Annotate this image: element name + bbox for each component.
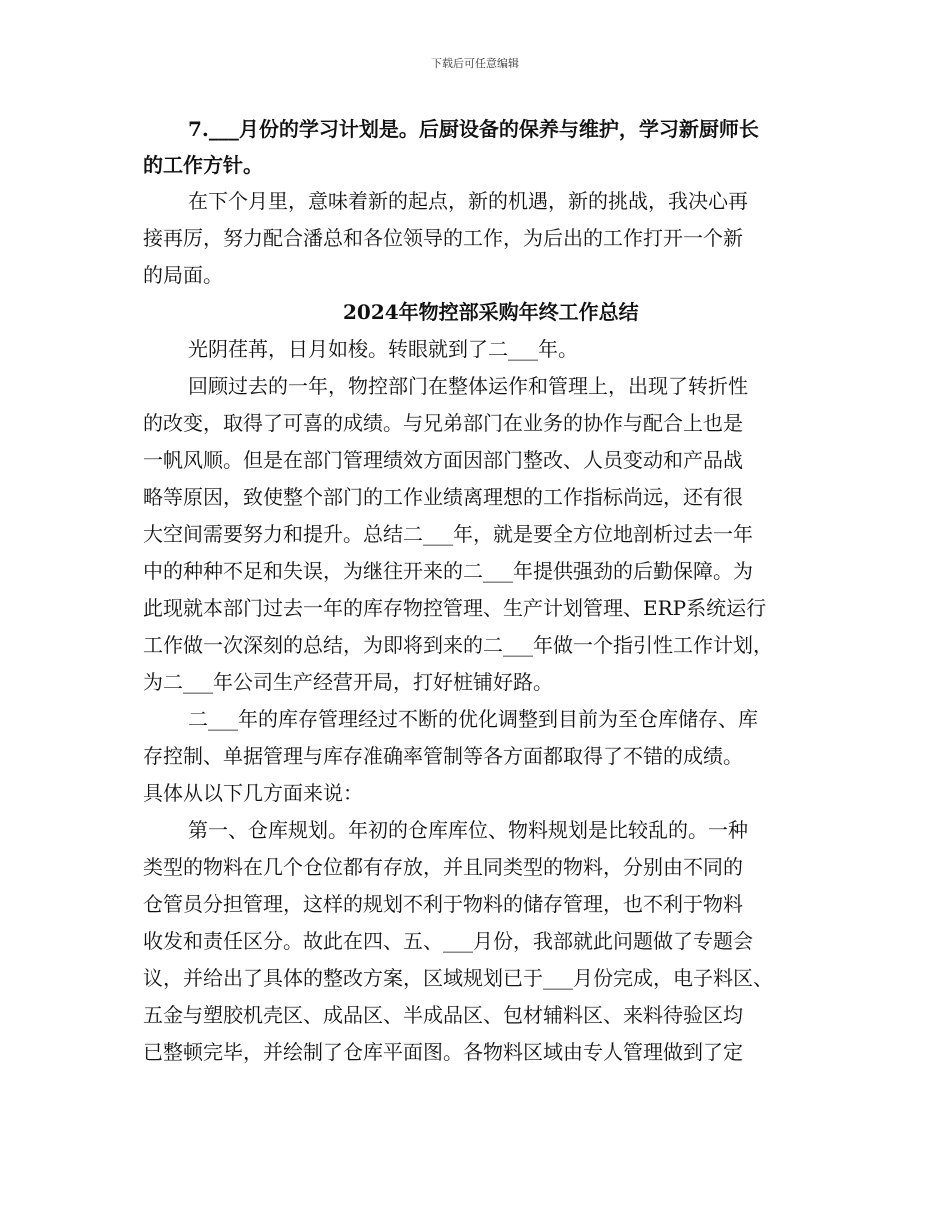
text-line: 一帆风顺。但是在部门管理绩效方面因部门整改、人员变动和产品战 bbox=[143, 448, 743, 472]
text-line: 二___年的库存管理经过不断的优化调整到目前为至仓库储存、库 bbox=[188, 707, 758, 731]
header-note: 下载后可任意编辑 bbox=[431, 57, 519, 70]
document-title: 2024年物控部采购年终工作总结 bbox=[343, 300, 639, 324]
text-line: 在下个月里，意味着新的起点，新的机遇，新的挑战，我决心再 bbox=[188, 189, 748, 213]
text-line: 议，并给出了具体的整改方案，区域规划已于___月份完成，电子料区、 bbox=[143, 966, 773, 990]
text-line: 存控制、单据管理与库存准确率管制等各方面都取得了不错的成绩。 bbox=[143, 744, 743, 768]
text-line: 五金与塑胶机壳区、成品区、半成品区、包材辅料区、来料待验区均 bbox=[143, 1003, 743, 1027]
text-line: 收发和责任区分。故此在四、五、___月份，我部就此问题做了专题会 bbox=[143, 929, 753, 953]
text-line: 第一、仓库规划。年初的仓库库位、物料规划是比较乱的。一种 bbox=[188, 818, 748, 842]
text-line: 为二___年公司生产经营开局，打好桩铺好路。 bbox=[143, 670, 553, 694]
text-line: 光阴荏苒，日月如梭。转眼就到了二___年。 bbox=[188, 337, 578, 361]
text-line: 具体从以下几方面来说： bbox=[143, 781, 363, 805]
text-line: 略等原因，致使整个部门的工作业绩离理想的工作指标尚远，还有很 bbox=[143, 485, 743, 509]
text-line: 7.___月份的学习计划是。后厨设备的保养与维护，学习新厨师长 bbox=[188, 117, 759, 141]
text-line: 的改变，取得了可喜的成绩。与兄弟部门在业务的协作与配合上也是 bbox=[143, 411, 743, 435]
text-line: 中的种种不足和失误，为继往开来的二___年提供强劲的后勤保障。为 bbox=[143, 559, 753, 583]
text-line: 此现就本部门过去一年的库存物控管理、生产计划管理、ERP系统运行 bbox=[143, 596, 767, 620]
text-line: 工作做一次深刻的总结，为即将到来的二___年做一个指引性工作计划， bbox=[143, 633, 773, 657]
text-line: 已整顿完毕，并绘制了仓库平面图。各物料区域由专人管理做到了定 bbox=[143, 1040, 743, 1064]
text-line: 的工作方针。 bbox=[143, 153, 263, 177]
text-line: 类型的物料在几个仓位都有存放，并且同类型的物料，分别由不同的 bbox=[143, 855, 743, 879]
text-line: 的局面。 bbox=[143, 263, 223, 287]
text-line: 仓管员分担管理，这样的规划不利于物料的储存管理，也不利于物料 bbox=[143, 892, 743, 916]
text-line: 大空间需要努力和提升。总结二___年，就是要全方位地剖析过去一年 bbox=[143, 522, 753, 546]
text-line: 回顾过去的一年，物控部门在整体运作和管理上，出现了转折性 bbox=[188, 374, 748, 398]
text-line: 接再厉，努力配合潘总和各位领导的工作，为后出的工作打开一个新 bbox=[143, 226, 743, 250]
